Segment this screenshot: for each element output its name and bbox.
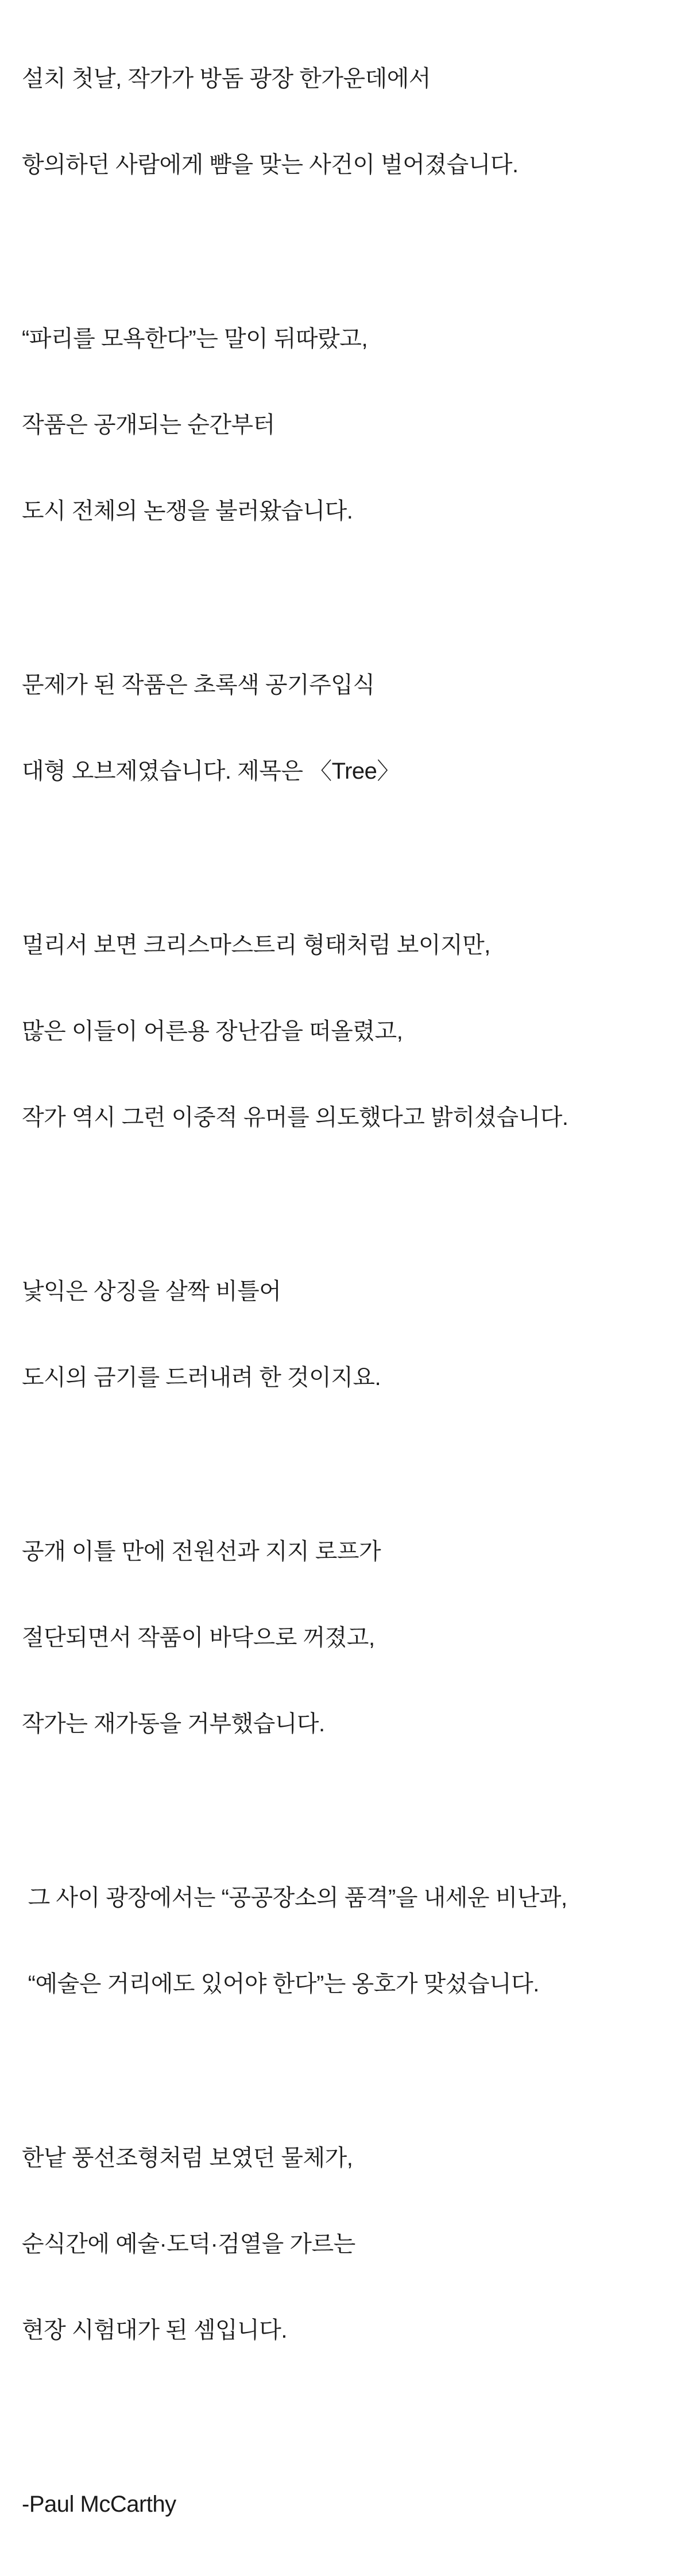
text-line: 대형 오브제였습니다. 제목은 〈Tree〉 [22,759,400,784]
text-line: 작품은 공개되는 순간부터 [22,412,275,438]
text-line: 절단되면서 작품이 바닥으로 꺼졌고, [22,1625,375,1650]
paragraph-incident [22,7,660,237]
text-line: 공개 이틀 만에 전원선과 지지 로프가 [22,1539,381,1564]
paragraph-sabotage [22,1480,660,1796]
text-line: 도시 전체의 논쟁을 불러왔습니다. [22,498,353,524]
text-line: 그 사이 광장에서는 “공공장소의 품격”을 내세운 비난과, [22,1885,567,1910]
signature-paul-mccarthy [22,2432,660,2576]
text-line: 멀리서 보면 크리스마스트리 형태처럼 보이지만, [22,933,490,958]
text-line: 작가는 재가동을 거부했습니다. [22,1711,325,1736]
text-line: “예술은 거리에도 있어야 한다”는 옹호가 맞섰습니다. [22,1971,539,1997]
paragraph-controversy [22,267,660,583]
paragraph-conclusion [22,2086,660,2402]
text-line: 낯익은 상징을 살짝 비틀어 [22,1279,281,1304]
text-line: 많은 이들이 어른용 장난감을 떠올렸고, [22,1019,403,1044]
text-line: 문제가 된 작품은 초록색 공기주입식 [22,672,375,698]
paragraph-intent [22,1220,660,1449]
text-line: “파리를 모욕한다”는 말이 뒤따랐고, [22,326,368,351]
text-line: 항의하던 사람에게 뺨을 맞는 사건이 벌어졌습니다. [22,152,519,177]
paragraph-artwork [22,613,660,843]
paragraph-double-meaning [22,873,660,1189]
text-line: 도시의 금기를 드러내려 한 것이지요. [22,1365,381,1390]
text-line: -Paul McCarthy [22,2492,176,2517]
text-line: 현장 시험대가 된 셈입니다. [22,2318,287,2343]
text-line: 설치 첫날, 작가가 방돔 광장 한가운데에서 [22,66,431,91]
text-line: 순식간에 예술·도덕·검열을 가르는 [22,2231,355,2257]
paragraph-debate [22,1826,660,2056]
text-line: 작가 역시 그런 이중적 유머를 의도했다고 밝히셨습니다. [22,1105,568,1130]
text-line: 한낱 풍선조형처럼 보였던 물체가, [22,2145,353,2171]
